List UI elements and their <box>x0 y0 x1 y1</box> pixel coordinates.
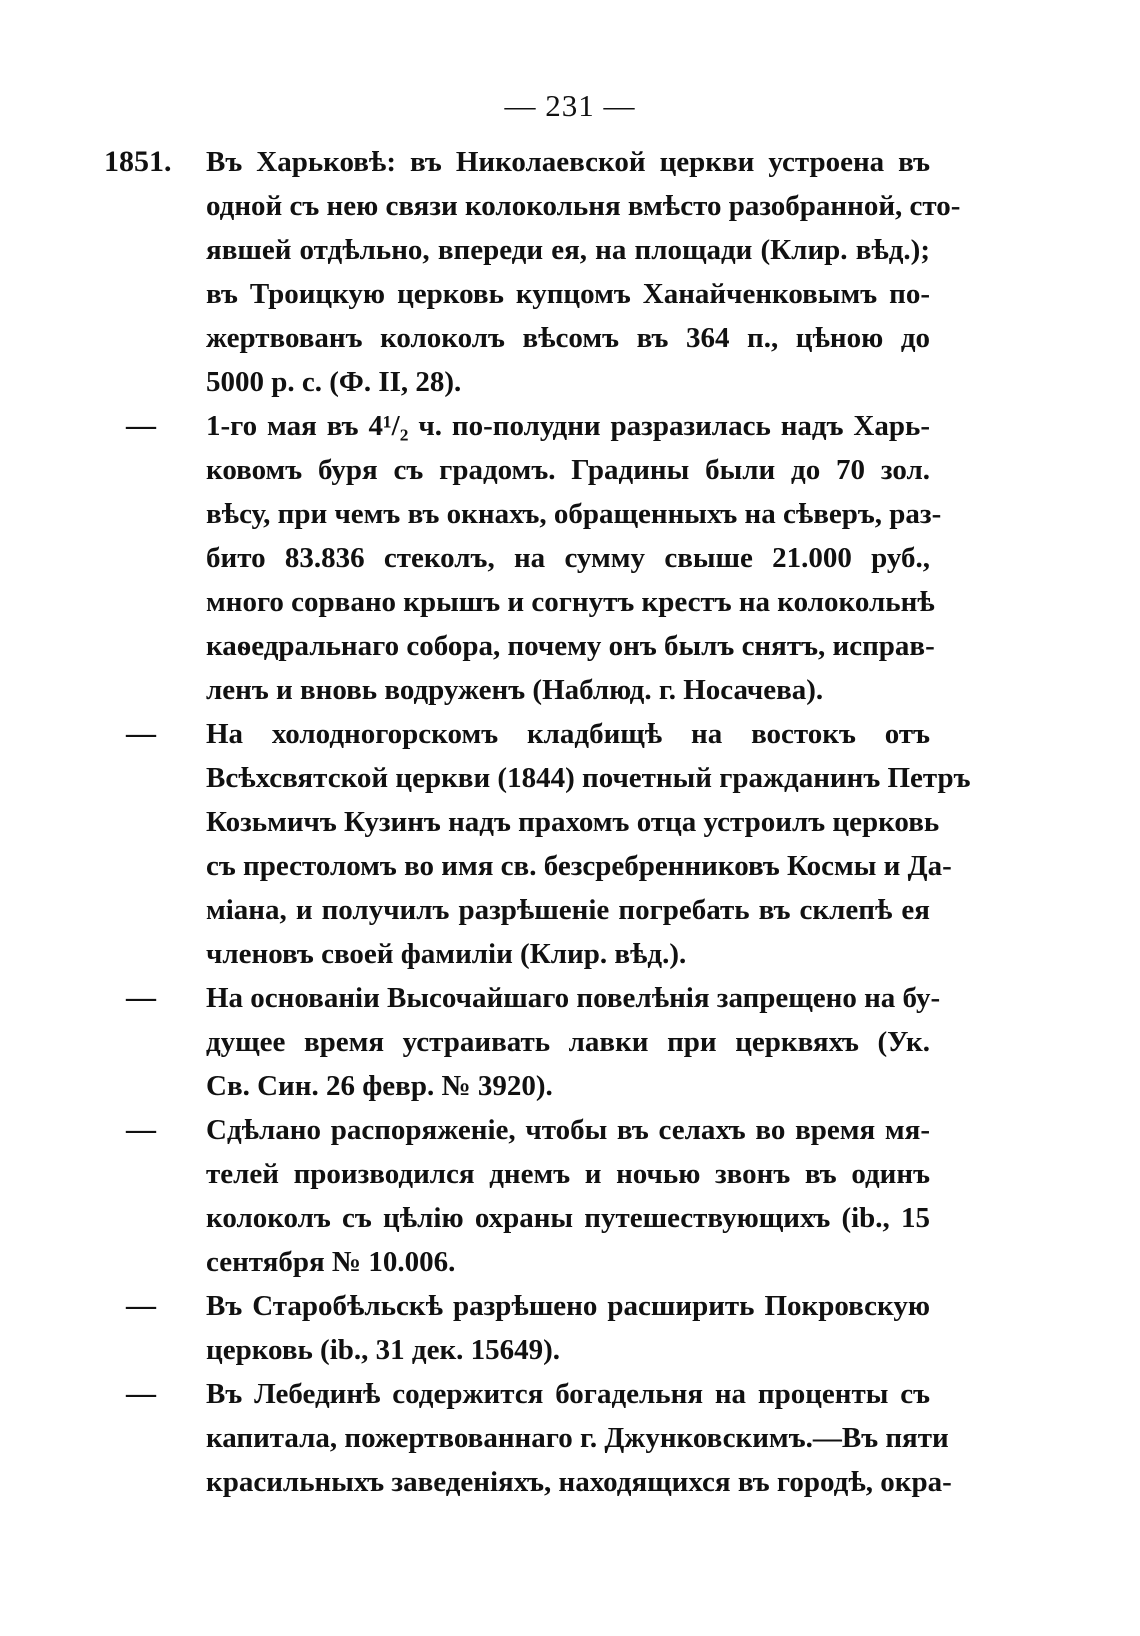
text-line: явшей отдѣльно, впереди ея, на площади (Клир. вѣд.); <box>206 234 930 266</box>
text-line: вѣсу, при чемъ въ окнахъ, обращенныхъ на сѣверъ, раз- <box>206 498 942 530</box>
text-line: Сдѣлано распоряженіе, чтобы въ селахъ во время мя- <box>206 1114 930 1146</box>
text-line: съ престоломъ во имя св. безсребренниковъ Космы и Да- <box>206 850 952 882</box>
text-line: На холодногорскомъ кладбищѣ на востокъ отъ <box>206 718 930 750</box>
text-line: дущее время устраивать лавки при церквяхъ (Ук. <box>206 1026 930 1058</box>
page-number: — 231 — <box>504 88 636 123</box>
entry-dash-marker: — <box>126 717 156 750</box>
text-line: 5000 р. с. (Ф. II, 28). <box>206 366 462 398</box>
entry-dash-marker: — <box>126 409 156 442</box>
entry-dash-marker: — <box>126 1289 156 1322</box>
text-line: Св. Син. 26 февр. № 3920). <box>206 1070 553 1102</box>
entry-kholodnogorsk-cemetery <box>0 712 1140 976</box>
text-line: Козьмичъ Кузинъ надъ прахомъ отца устроилъ церковь <box>206 806 940 838</box>
text-line: красильныхъ заведеніяхъ, находящихся въ городѣ, окра- <box>206 1466 952 1498</box>
entry-starobelsk-church <box>0 1284 1140 1372</box>
text-line: Всѣхсвятской церкви (1844) почетный гражданинъ Петръ <box>206 762 971 794</box>
entry-lebedin-almshouse <box>0 1372 1140 1504</box>
entry-hailstorm <box>0 404 1140 712</box>
text-line: На основаніи Высочайшаго повелѣнія запрещено на бу- <box>206 982 941 1014</box>
text-line: капитала, пожертвованнаго г. Джунковскимъ.—Въ пяти <box>206 1422 949 1454</box>
entry-church-shops-ban <box>0 976 1140 1108</box>
entry-1851-kharkov-churches <box>0 140 1140 404</box>
entry-dash-marker: — <box>126 1113 156 1146</box>
entry-blizzard-bells <box>0 1108 1140 1284</box>
text-line: 1-го мая въ 4¹/₂ ч. по-полудни разразилась надъ Харь- <box>206 410 930 442</box>
text-line: бито 83.836 стеколъ, на сумму свыше 21.000 руб., <box>206 542 930 574</box>
text-line: одной съ нею связи колокольня вмѣсто разобранной, сто- <box>206 190 961 222</box>
text-line: ленъ и вновь водруженъ (Наблюд. г. Носачева). <box>206 674 824 706</box>
text-line: Въ Харьковѣ: въ Николаевской церкви устроена въ <box>206 146 930 178</box>
text-line: телей производился днемъ и ночью звонъ въ одинъ <box>206 1158 930 1190</box>
text-line: міана, и получилъ разрѣшеніе погребать въ склепѣ ея <box>206 894 930 926</box>
text-line: много сорвано крышъ и согнутъ крестъ на колокольнѣ <box>206 586 935 618</box>
text-line: ковомъ буря съ градомъ. Градины были до 70 зол. <box>206 454 930 486</box>
text-line: каѳедральнаго собора, почему онъ былъ снятъ, исправ- <box>206 630 935 662</box>
text-line: Въ Лебединѣ содержится богадельня на проценты съ <box>206 1378 930 1410</box>
entry-dash-marker: — <box>126 981 156 1014</box>
entry-dash-marker: — <box>126 1377 156 1410</box>
text-line: въ Троицкую церковь купцомъ Ханайченковымъ по- <box>206 278 930 310</box>
text-line: церковь (ib., 31 дек. 15649). <box>206 1334 561 1366</box>
text-line: Въ Старобѣльскѣ разрѣшено расширить Покровскую <box>206 1290 930 1322</box>
text-line: сентября № 10.006. <box>206 1246 456 1278</box>
entry-year-marker: 1851. <box>104 145 172 178</box>
chronicle-entries <box>0 140 1140 1504</box>
text-line: жертвованъ колоколъ вѣсомъ въ 364 п., цѣною до <box>206 322 930 354</box>
text-line: колоколъ съ цѣлію охраны путешествующихъ (ib., 15 <box>206 1202 930 1234</box>
text-line: членовъ своей фамиліи (Клир. вѣд.). <box>206 938 687 970</box>
